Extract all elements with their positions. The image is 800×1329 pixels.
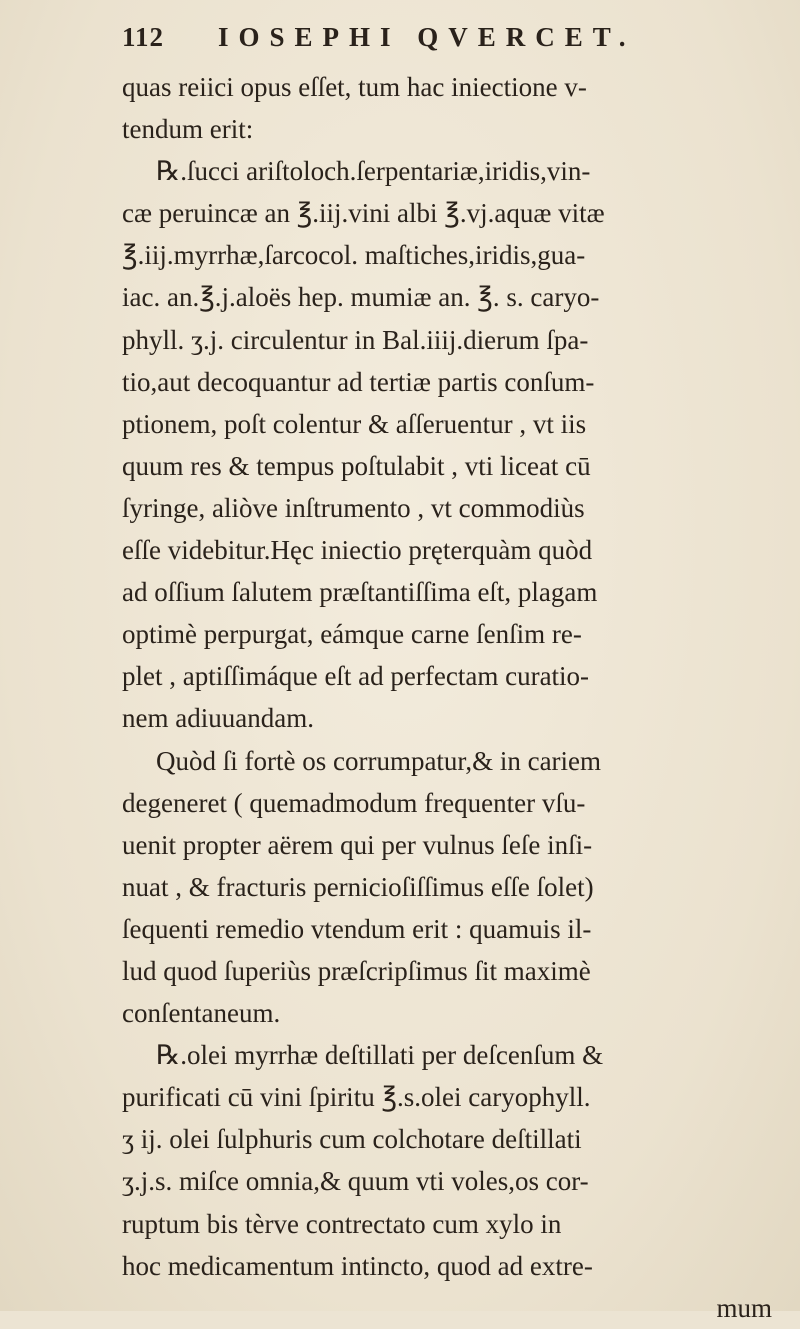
text-line: hoc medicamentum intincto, quod ad extre- [122,1250,593,1281]
text-line: ʒ ij. olei ſulphuris cum colchotare deſtillati [122,1124,582,1155]
text-line: ruptum bis tèrve contrectato cum xylo in [122,1208,562,1239]
text-line: ℞.olei myrrhæ deſtillati per deſcenſum & [156,1040,604,1071]
text-line: optimè perpurgat, eámque carne ſenſim re- [122,619,582,650]
text-line: lud quod ſuperiùs præſcripſimus ſit maximè [122,955,591,986]
text-line: nem adiuuandam. [122,703,314,734]
text-line: quum res & tempus poſtulabit , vti liceat cū [122,450,591,481]
text-line: phyll. ʒ.j. circulentur in Bal.iiij.dierum ſpa- [122,324,589,355]
text-line: ad oſſium ſalutem præſtantiſſima eſt, plagam [122,577,598,608]
text-line: ſequenti remedio vtendum erit : quamuis il- [122,913,592,944]
text-line: cæ peruincæ an ℥.iij.vini albi ℥.vj.aquæ vitæ [122,198,605,229]
text-line: quas reiici opus eſſet, tum hac iniectione v- [122,72,587,102]
text-line: tendum erit: [122,114,254,145]
text-line: ʒ.j.s. miſce omnia,& quum vti voles,os cor- [122,1166,589,1197]
text-line: Quòd ſi fortè os corrumpatur,& in cariem [156,745,602,776]
text-line: ℞.ſucci ariſtoloch.ſerpentariæ,iridis,vin- [156,156,591,187]
text-line: ptionem, poſt colentur & aſſeruentur , vt iis [122,408,587,439]
body-text [122,66,772,1329]
catchword: mum [716,1292,772,1323]
text-line: plet , aptiſſimáque eſt ad perfectam curatio- [122,661,590,692]
text-line: tio,aut decoquantur ad tertiæ partis conſum- [122,366,595,397]
text-line: purificati cū vini ſpiritu ℥.s.olei caryophyll. [122,1082,591,1113]
text-line: nuat , & fracturis pernicioſiſſimus eſſe ſolet) [122,871,594,902]
text-line: degeneret ( quemadmodum frequenter vſu- [122,787,586,818]
text-line: ℥.iij.myrrhæ,ſarcocol. maſtiches,iridis,gua- [122,240,586,271]
text-line: eſſe videbitur.Hęc iniectio pręterquàm quòd [122,535,593,566]
page-header [122,22,762,62]
text-line: iac. an.℥.j.aloës hep. mumiæ an. ℥. s. caryo- [122,282,600,313]
text-line: uenit propter aërem qui per vulnus ſeſe inſi- [122,829,593,860]
text-line: conſentaneum. [122,998,281,1029]
page-number: 112 [122,22,165,52]
running-head: IOSEPHI QVERCET. [218,22,636,52]
text-line: ſyringe, aliòve inſtrumento , vt commodiùs [122,492,585,523]
